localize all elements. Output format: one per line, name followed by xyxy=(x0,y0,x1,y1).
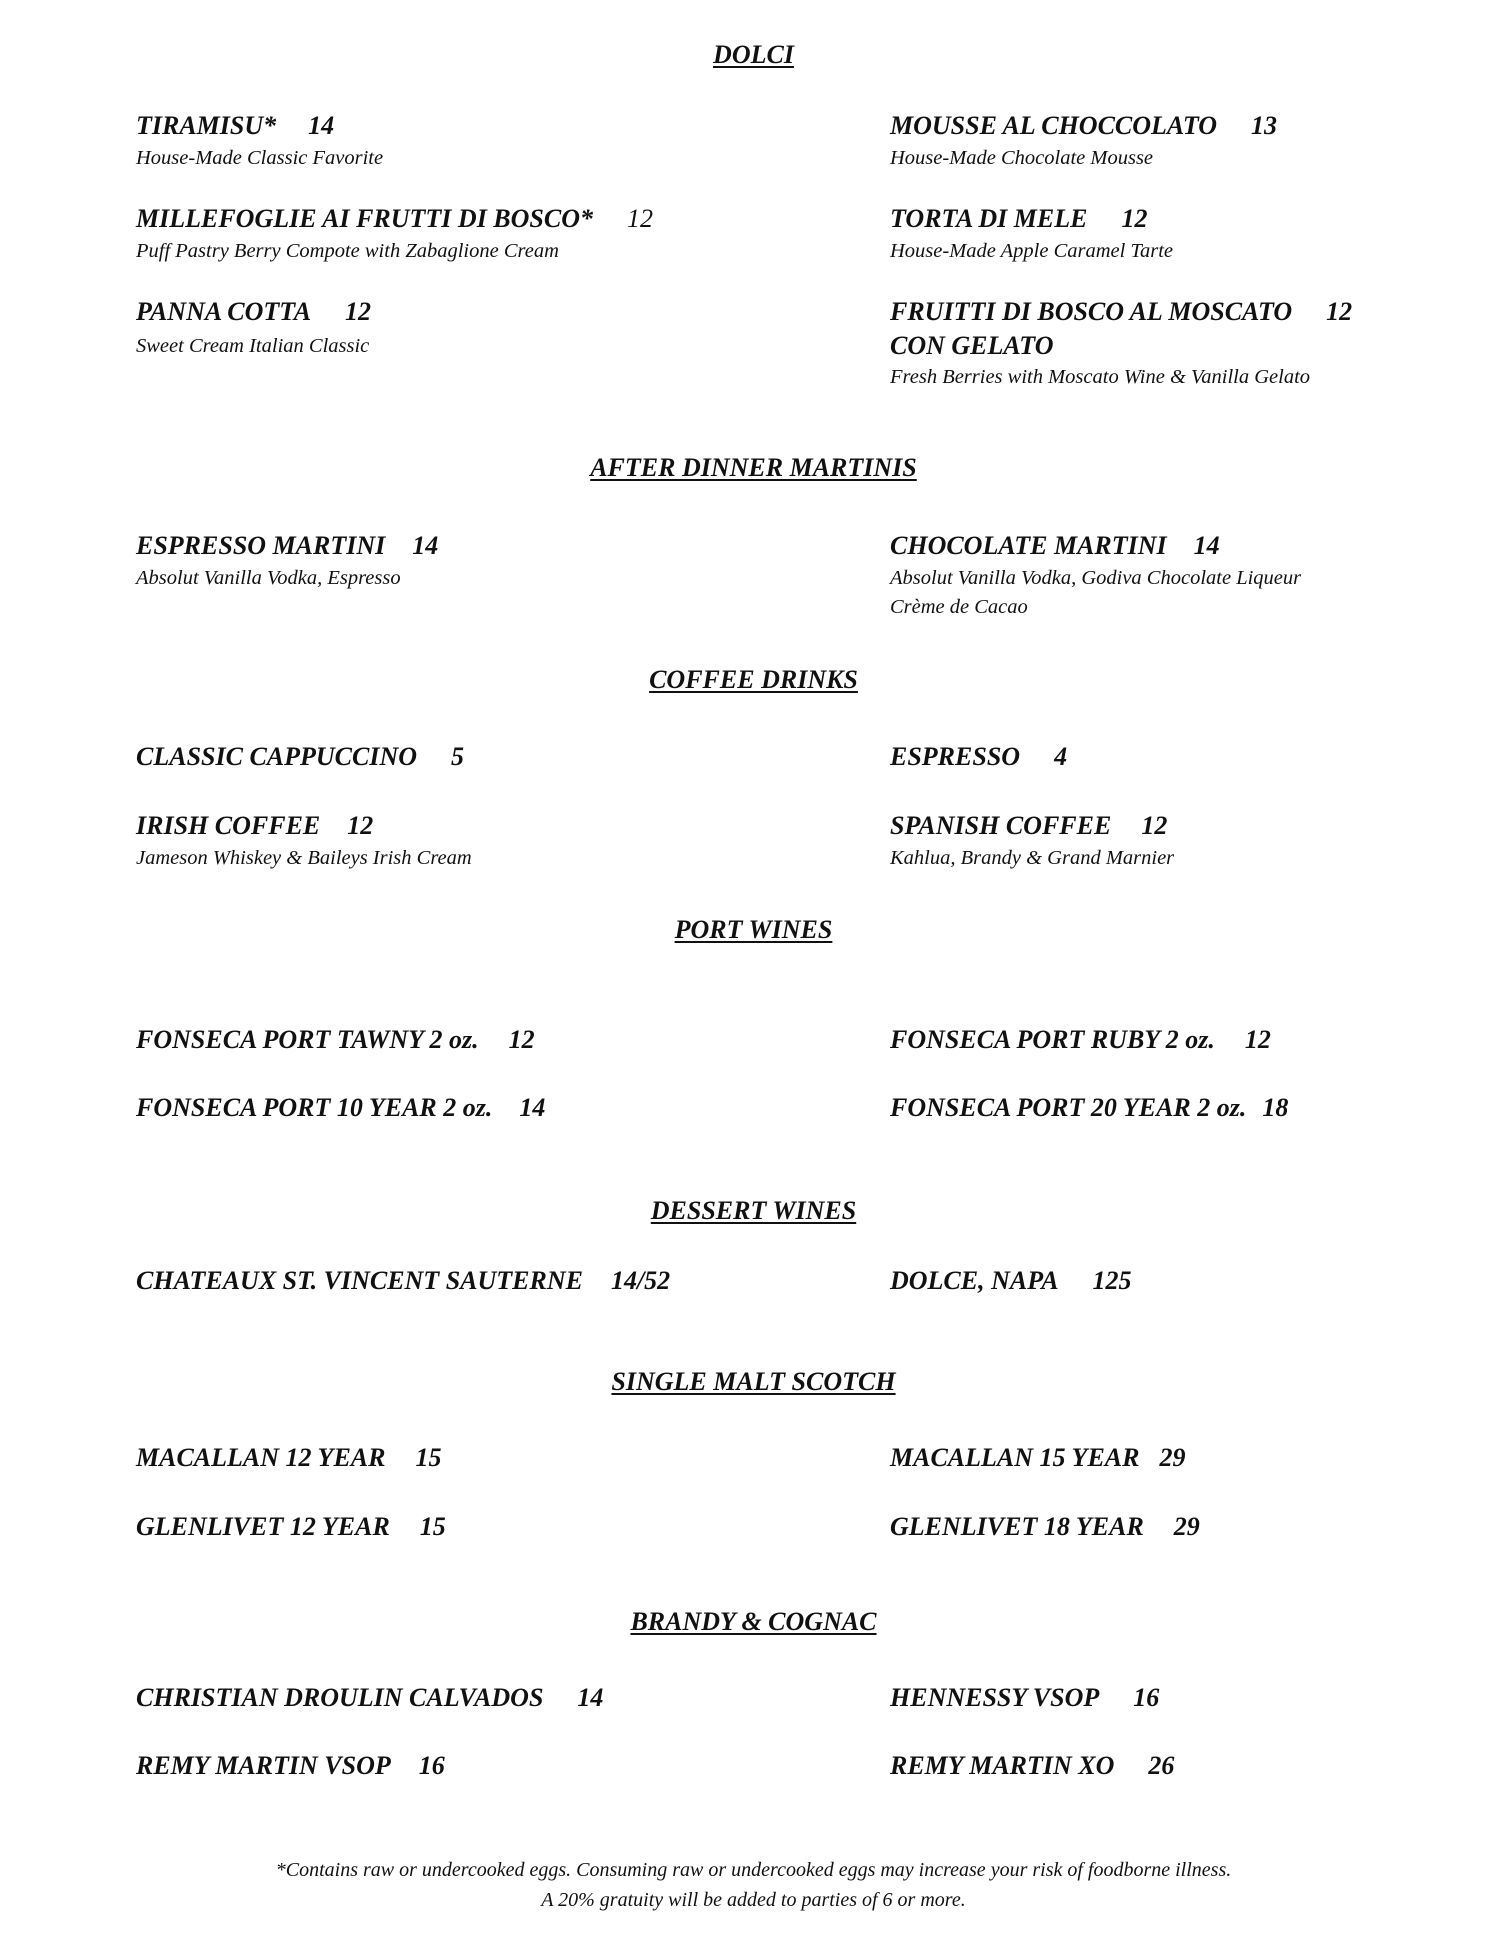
item-name: ESPRESSO MARTINI xyxy=(136,531,386,560)
item-description: Puff Pastry Berry Compote with Zabaglione Cream xyxy=(136,240,559,262)
item-name: FONSECA PORT RUBY 2 oz. xyxy=(890,1025,1215,1054)
section-title-coffee: COFFEE DRINKS xyxy=(649,665,858,694)
item-name: GLENLIVET 12 YEAR xyxy=(136,1512,390,1541)
item-price: 26 xyxy=(1148,1751,1175,1780)
menu-item-port-20-year xyxy=(890,1093,1288,1123)
item-description: Fresh Berries with Moscato Wine & Vanilla Gelato xyxy=(890,366,1311,388)
item-price: 5 xyxy=(451,742,465,771)
item-name: MACALLAN 12 YEAR xyxy=(136,1443,386,1472)
menu-item-chocolate-martini xyxy=(890,531,1220,561)
item-name: FRUITTI DI BOSCO AL MOSCATO xyxy=(890,297,1293,326)
menu-item-fruitti-di-bosco xyxy=(890,297,1352,327)
menu-item-espresso-martini xyxy=(136,531,438,561)
item-description: Absolut Vanilla Vodka, Espresso xyxy=(136,567,401,589)
item-price: 12 xyxy=(1141,811,1168,840)
menu-item-torta-di-mele xyxy=(890,204,1147,234)
item-name: CHRISTIAN DROULIN CALVADOS xyxy=(136,1683,544,1712)
item-name: CHOCOLATE MARTINI xyxy=(890,531,1167,560)
item-name: PANNA COTTA xyxy=(136,297,312,326)
item-price: 29 xyxy=(1173,1512,1200,1541)
section-title-martinis: AFTER DINNER MARTINIS xyxy=(590,453,917,482)
item-price: 14/52 xyxy=(610,1266,671,1295)
item-name: CHATEAUX ST. VINCENT SAUTERNE xyxy=(136,1266,583,1295)
menu-item-remy-vsop xyxy=(136,1751,445,1781)
menu-item-dolce-napa xyxy=(890,1266,1132,1296)
item-price: 16 xyxy=(1133,1683,1160,1712)
item-description: House-Made Chocolate Mousse xyxy=(890,147,1154,169)
item-price: 14 xyxy=(308,111,335,140)
item-name: REMY MARTIN XO xyxy=(890,1751,1115,1780)
menu-item-spanish-coffee xyxy=(890,811,1167,841)
menu-item-millefoglie xyxy=(136,204,653,234)
section-title-brandy: BRANDY & COGNAC xyxy=(630,1607,877,1636)
item-name: ESPRESSO xyxy=(890,742,1021,771)
item-description: Absolut Vanilla Vodka, Godiva Chocolate Liqueur xyxy=(890,567,1302,589)
item-name: GLENLIVET 18 YEAR xyxy=(890,1512,1144,1541)
menu-item-glenlivet-18 xyxy=(890,1512,1200,1542)
menu-item-port-10-year xyxy=(136,1093,545,1123)
footer-disclaimer xyxy=(0,1855,1507,1915)
item-name: MILLEFOGLIE AI FRUTTI DI BOSCO* xyxy=(136,204,594,233)
item-price: 29 xyxy=(1159,1443,1186,1472)
menu-item-panna-cotta xyxy=(136,297,371,327)
menu-item-macallan-15 xyxy=(890,1443,1185,1473)
menu-item-calvados xyxy=(136,1683,603,1713)
menu-item-hennessy-vsop xyxy=(890,1683,1159,1713)
item-name: DOLCE, NAPA xyxy=(890,1266,1059,1295)
item-price: 12 xyxy=(1326,297,1353,326)
menu-item-port-tawny xyxy=(136,1025,535,1055)
menu-item-sauterne xyxy=(136,1266,670,1296)
item-name: SPANISH COFFEE xyxy=(890,811,1112,840)
item-name: MACALLAN 15 YEAR xyxy=(890,1443,1140,1472)
item-name: FONSECA PORT TAWNY 2 oz. xyxy=(136,1025,479,1054)
item-price: 14 xyxy=(412,531,439,560)
item-name: TIRAMISU* xyxy=(136,111,277,140)
item-price: 15 xyxy=(415,1443,442,1472)
item-price: 14 xyxy=(519,1093,546,1122)
item-price: 125 xyxy=(1092,1266,1132,1295)
item-name: HENNESSY VSOP xyxy=(890,1683,1100,1712)
item-price: 12 xyxy=(345,297,372,326)
item-name: FONSECA PORT 20 YEAR 2 oz. xyxy=(890,1093,1247,1122)
item-name-line2: CON GELATO xyxy=(890,331,1054,360)
item-description: Kahlua, Brandy & Grand Marnier xyxy=(890,847,1175,869)
menu-item-port-ruby xyxy=(890,1025,1271,1055)
menu-item-tiramisu xyxy=(136,111,334,141)
item-price: 12 xyxy=(347,811,374,840)
item-name: FONSECA PORT 10 YEAR 2 oz. xyxy=(136,1093,493,1122)
menu-item-espresso xyxy=(890,742,1067,772)
section-title-dessert-wines: DESSERT WINES xyxy=(650,1196,857,1225)
item-price: 13 xyxy=(1251,111,1278,140)
item-description: Jameson Whiskey & Baileys Irish Cream xyxy=(136,847,472,869)
item-name: IRISH COFFEE xyxy=(136,811,321,840)
menu-item-irish-coffee xyxy=(136,811,373,841)
section-title-port: PORT WINES xyxy=(674,915,833,944)
section-title-dolci: DOLCI xyxy=(713,40,794,69)
item-price: 16 xyxy=(418,1751,445,1780)
item-description: House-Made Classic Favorite xyxy=(136,147,384,169)
menu-item-classic-cappuccino xyxy=(136,742,464,772)
menu-item-macallan-12 xyxy=(136,1443,441,1473)
item-description: Sweet Cream Italian Classic xyxy=(136,335,370,357)
item-name: CLASSIC CAPPUCCINO xyxy=(136,742,418,771)
item-description-line2: Crème de Cacao xyxy=(890,596,1028,618)
item-price: 15 xyxy=(419,1512,446,1541)
item-price: 12 xyxy=(1121,204,1148,233)
menu-item-glenlivet-12 xyxy=(136,1512,446,1542)
item-price: 12 xyxy=(508,1025,535,1054)
item-price: 12 xyxy=(1244,1025,1271,1054)
footer-line-gratuity: A 20% gratuity will be added to parties of 6 or more. xyxy=(541,1889,966,1911)
item-name: MOUSSE AL CHOCCOLATO xyxy=(890,111,1218,140)
item-description: House-Made Apple Caramel Tarte xyxy=(890,240,1173,262)
menu-item-remy-xo xyxy=(890,1751,1174,1781)
item-name: TORTA DI MELE xyxy=(890,204,1088,233)
item-price: 18 xyxy=(1262,1093,1289,1122)
menu-item-mousse xyxy=(890,111,1277,141)
section-title-scotch: SINGLE MALT SCOTCH xyxy=(611,1367,896,1396)
item-price: 14 xyxy=(1193,531,1220,560)
footer-line-eggs: *Contains raw or undercooked eggs. Consuming raw or undercooked eggs may increase your risk of foodborne illness. xyxy=(275,1859,1232,1881)
item-price: 12 xyxy=(627,204,654,233)
item-price: 14 xyxy=(577,1683,604,1712)
item-price: 4 xyxy=(1054,742,1068,771)
item-name: REMY MARTIN VSOP xyxy=(136,1751,391,1780)
